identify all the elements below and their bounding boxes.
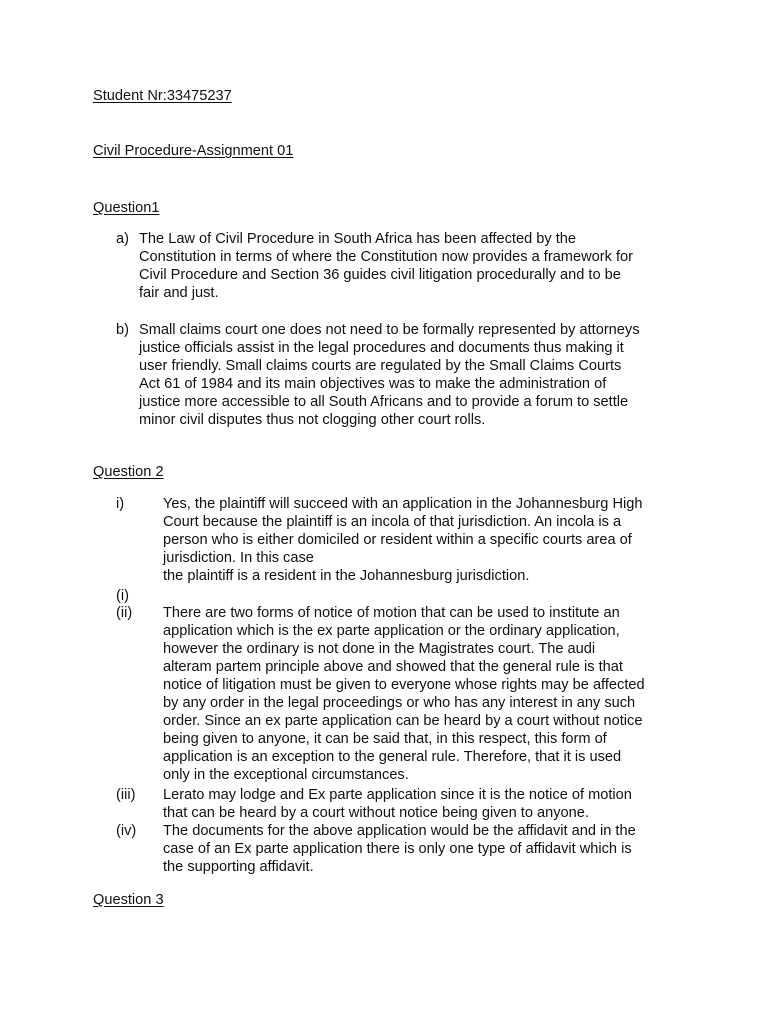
assignment-title: Civil Procedure-Assignment 01 — [93, 143, 294, 159]
text-line: Constitution in terms of where the Constitution now provides a framework for — [139, 249, 633, 265]
list-marker: i) — [116, 496, 125, 512]
list-marker: (i) — [116, 588, 129, 604]
text-line: alteram partem principle above and showed that the general rule is that — [163, 659, 623, 675]
answer-text — [163, 786, 632, 822]
list-marker: b) — [116, 322, 129, 338]
text-line: Lerato may lodge and Ex parte application since it is the notice of motion — [163, 787, 632, 803]
answer-text — [163, 495, 642, 585]
list-marker: (iii) — [116, 787, 136, 803]
text-line: the plaintiff is a resident in the Johannesburg jurisdiction. — [163, 568, 530, 584]
text-line: The documents for the above application would be the affidavit and in the — [163, 823, 636, 839]
text-line: order. Since an ex parte application can be heard by a court without notice — [163, 713, 643, 729]
text-line: fair and just. — [139, 285, 219, 301]
question3-heading: Question 3 — [93, 892, 164, 908]
text-line: however the ordinary is not done in the Magistrates court. The audi — [163, 641, 596, 657]
question1-heading: Question1 — [93, 200, 160, 216]
answer-text — [139, 230, 633, 302]
list-marker: a) — [116, 231, 129, 247]
text-line: the supporting affidavit. — [163, 859, 314, 875]
text-line: There are two forms of notice of motion that can be used to institute an — [163, 605, 620, 621]
text-line: only in the exceptional circumstances. — [163, 767, 409, 783]
answer-text — [163, 604, 645, 784]
list-marker: (ii) — [116, 605, 133, 621]
list-marker: (iv) — [116, 823, 137, 839]
student-number: Student Nr:33475237 — [93, 88, 232, 104]
text-line: jurisdiction. In this case — [163, 550, 314, 566]
answer-text — [139, 321, 640, 429]
text-line: Yes, the plaintiff will succeed with an application in the Johannesburg High — [163, 496, 643, 512]
text-line: justice officials assist in the legal procedures and documents thus making it — [139, 340, 624, 356]
text-line: person who is either domiciled or resident within a specific courts area of — [163, 532, 632, 548]
text-line: Small claims court one does not need to be formally represented by attorneys — [139, 322, 640, 338]
text-line: that can be heard by a court without notice being given to anyone. — [163, 805, 589, 821]
text-line: by any order in the legal proceedings or who has any interest in any such — [163, 695, 636, 711]
text-line: Act 61 of 1984 and its main objectives was to make the administration of — [139, 376, 607, 392]
text-line: The Law of Civil Procedure in South Africa has been affected by the — [139, 231, 576, 247]
text-line: application which is the ex parte application or the ordinary application, — [163, 623, 620, 639]
answer-text — [163, 822, 636, 876]
text-line: Court because the plaintiff is an incola of that jurisdiction. An incola is a — [163, 514, 622, 530]
text-line: Civil Procedure and Section 36 guides civil litigation procedurally and to be — [139, 267, 621, 283]
text-line: application is an exception to the general rule. Therefore, that it is used — [163, 749, 622, 765]
text-line: case of an Ex parte application there is only one type of affidavit which is — [163, 841, 632, 857]
text-line: justice more accessible to all South Africans and to provide a forum to settle — [139, 394, 629, 410]
text-line: minor civil disputes thus not clogging other court rolls. — [139, 412, 486, 428]
question2-heading: Question 2 — [93, 464, 164, 480]
text-line: user friendly. Small claims courts are regulated by the Small Claims Courts — [139, 358, 622, 374]
text-line: notice of litigation must be given to everyone whose rights may be affected — [163, 677, 645, 693]
text-line: being given to anyone, it can be said that, in this respect, this form of — [163, 731, 607, 747]
